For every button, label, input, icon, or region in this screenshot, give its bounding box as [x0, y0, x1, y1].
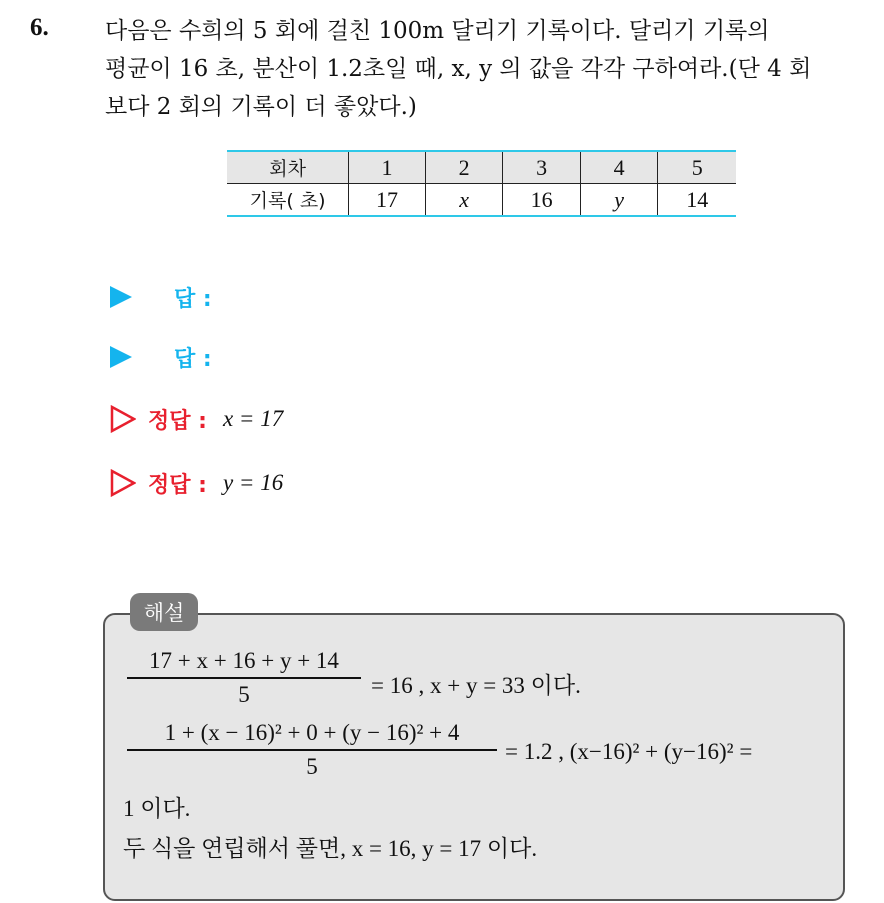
record-cell: y: [580, 184, 657, 217]
outline-triangle-icon: [110, 469, 136, 497]
question-line-3: 보다 2 회의 기록이 더 좋았다.): [105, 94, 417, 120]
record-cell: 17: [349, 184, 426, 217]
fraction-denominator: 5: [306, 754, 318, 779]
correct-value: y = 16: [222, 470, 284, 495]
fraction-denominator: 5: [238, 682, 250, 707]
record-cell: 14: [658, 184, 736, 217]
fraction-bar: [127, 677, 361, 679]
explanation-line-3: 1 이다.: [123, 796, 191, 821]
round-cell: 3: [503, 151, 581, 184]
question-line-2: 평균이 16 초, 분산이 1.2초일 때, x, y 의 값을 각각 구하여라.(단 4 회: [105, 56, 812, 82]
round-cell: 4: [580, 151, 657, 184]
answer-row-2[interactable]: [110, 340, 212, 374]
explanation-line-4: 두 식을 연립해서 풀면, x = 16, y = 17 이다.: [123, 836, 538, 861]
question-text: [105, 12, 865, 126]
correct-label: 정답 :: [148, 408, 207, 434]
fraction-average: [127, 648, 361, 708]
correct-answer-row-2: [110, 466, 283, 500]
outline-triangle-icon: [110, 405, 136, 433]
explanation-tag: 해설: [130, 593, 198, 631]
round-cell: 5: [658, 151, 736, 184]
play-triangle-icon: [110, 346, 132, 368]
record-table: [227, 150, 736, 217]
round-cell: 2: [425, 151, 502, 184]
table-header-row: [227, 151, 736, 184]
correct-value: x = 17: [222, 406, 284, 431]
explanation-line-1: = 16 , x + y = 33 이다.: [371, 673, 581, 698]
play-triangle-icon: [110, 286, 132, 308]
fraction-bar: [127, 749, 497, 751]
fraction-numerator: 17 + x + 16 + y + 14: [149, 648, 339, 673]
fraction-numerator: 1 + (x − 16)² + 0 + (y − 16)² + 4: [164, 720, 460, 745]
correct-label: 정답 :: [148, 472, 207, 498]
answer-label: 답 :: [174, 286, 212, 312]
record-cell: x: [425, 184, 502, 217]
answer-row-1[interactable]: [110, 280, 212, 314]
table-record-row: [227, 184, 736, 217]
header-label: 회차: [227, 151, 349, 184]
question-line-1: 다음은 수희의 5 회에 걸친 100m 달리기 기록이다. 달리기 기록의: [105, 18, 770, 44]
record-label: 기록( 초): [227, 184, 349, 217]
explanation-line-2: = 1.2 , (x−16)² + (y−16)² =: [505, 739, 753, 764]
round-cell: 1: [349, 151, 426, 184]
fraction-variance: [127, 720, 497, 780]
question-number: 6.: [30, 14, 49, 41]
correct-answer-row-1: [110, 402, 283, 436]
answer-label: 답 :: [174, 346, 212, 372]
record-cell: 16: [503, 184, 581, 217]
